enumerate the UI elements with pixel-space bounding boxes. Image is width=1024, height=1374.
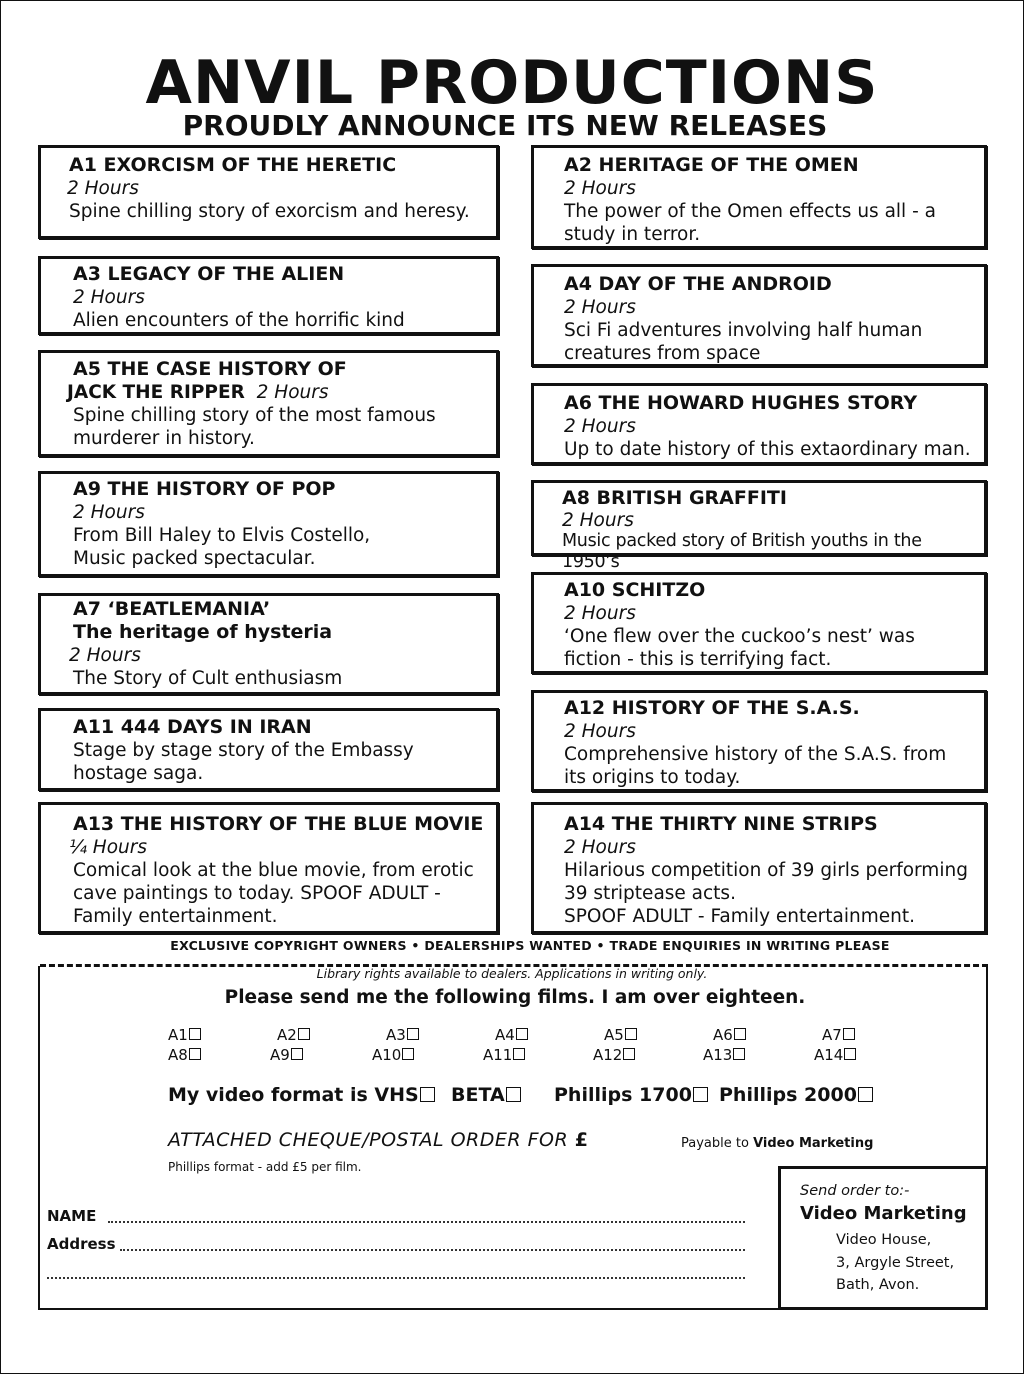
checkbox-label: A14 — [814, 1046, 844, 1064]
release-box-a6 — [531, 383, 987, 465]
payable-note — [681, 1136, 873, 1151]
release-title: A1 EXORCISM OF THE HERETIC — [69, 154, 397, 176]
checkbox-square[interactable] — [407, 1028, 419, 1040]
release-subtitle: The heritage of hysteria — [73, 621, 333, 643]
checkbox-label: A5 — [604, 1026, 624, 1044]
release-description: From Bill Haley to Elvis Costello, — [73, 525, 371, 546]
address-field-line-1[interactable] — [120, 1249, 745, 1251]
release-description: Comprehensive history of the S.A.S. from — [564, 744, 947, 765]
release-box-a11 — [38, 708, 499, 791]
cheque-label: ATTACHED CHEQUE/POSTAL ORDER FOR — [168, 1129, 569, 1151]
release-description: study in terror. — [564, 224, 701, 245]
send-label: Send order to:- — [800, 1183, 910, 1199]
checkbox-square[interactable] — [733, 1048, 745, 1060]
release-duration: 2 Hours — [256, 382, 329, 403]
address-line: Bath, Avon. — [836, 1277, 920, 1293]
release-description: SPOOF ADULT - Family entertainment. — [564, 906, 915, 927]
release-duration: 2 Hours — [562, 510, 634, 531]
format-phillips-2000[interactable] — [719, 1084, 873, 1106]
checkbox-a11[interactable] — [483, 1045, 525, 1065]
checkbox-label: A11 — [483, 1046, 513, 1064]
release-title: A2 HERITAGE OF THE OMEN — [564, 154, 859, 176]
checkbox-label: A13 — [703, 1046, 733, 1064]
checkbox-square[interactable] — [734, 1028, 746, 1040]
release-description: Up to date history of this extaordinary man. — [564, 439, 971, 460]
name-label: NAME — [47, 1207, 97, 1225]
checkbox-square[interactable] — [291, 1048, 303, 1060]
format-beta[interactable] — [451, 1084, 521, 1106]
release-duration: 2 Hours — [73, 502, 145, 523]
release-title: A9 THE HISTORY OF POP — [73, 478, 336, 500]
release-description: Music packed story of British youths in the 1950’s — [562, 531, 922, 572]
checkbox-square[interactable] — [513, 1048, 525, 1060]
release-title: A4 DAY OF THE ANDROID — [564, 273, 832, 295]
release-title: A8 BRITISH GRAFFITI — [562, 487, 787, 509]
currency-symbol: £ — [574, 1129, 589, 1151]
release-box-a8 — [531, 480, 987, 572]
release-duration: 2 Hours — [564, 721, 636, 742]
send-order-box — [778, 1166, 988, 1310]
release-duration: 2 Hours — [564, 416, 636, 437]
checkbox-a4[interactable] — [495, 1025, 528, 1045]
checkbox-a6[interactable] — [713, 1025, 746, 1045]
format-prompt: My video format is VHS — [168, 1084, 419, 1106]
release-description: fiction - this is terrifying fact. — [564, 649, 832, 670]
release-box-a2 — [531, 145, 987, 249]
trade-notice: EXCLUSIVE COPYRIGHT OWNERS • DEALERSHIPS WANTED • TRADE ENQUIRIES IN WRITING PLEASE — [170, 938, 890, 953]
release-box-a4 — [531, 264, 987, 367]
checkbox-a8[interactable] — [168, 1045, 201, 1065]
checkbox-square[interactable] — [843, 1028, 855, 1040]
release-duration: 2 Hours — [69, 645, 141, 666]
release-box-a5 — [38, 350, 499, 457]
release-description: Sci Fi adventures involving half human — [564, 320, 923, 341]
checkbox-label: A6 — [713, 1026, 733, 1044]
checkbox-label: A2 — [277, 1026, 297, 1044]
checkbox-a9[interactable] — [270, 1045, 303, 1065]
release-description: ‘One flew over the cuckoo’s nest’ was — [564, 626, 915, 647]
checkbox-square[interactable] — [693, 1087, 708, 1102]
checkbox-square[interactable] — [623, 1048, 635, 1060]
release-box-a14 — [531, 802, 987, 934]
checkbox-label: A9 — [270, 1046, 290, 1064]
release-duration: ¼ Hours — [69, 837, 148, 858]
address-line: 3, Argyle Street, — [836, 1254, 955, 1271]
checkbox-label: A7 — [822, 1026, 842, 1044]
release-box-a10 — [531, 572, 987, 674]
checkbox-square[interactable] — [189, 1028, 201, 1040]
checkbox-a1[interactable] — [168, 1025, 201, 1045]
checkbox-a2[interactable] — [277, 1025, 310, 1045]
page-title: ANVIL PRODUCTIONS — [145, 48, 879, 118]
release-description: murderer in history. — [73, 428, 255, 449]
format-label: BETA — [451, 1084, 505, 1106]
release-duration: 2 Hours — [564, 178, 636, 199]
release-description: Hilarious competition of 39 girls performing — [564, 860, 968, 881]
checkbox-label: A3 — [386, 1026, 406, 1044]
format-label: Phillips 2000 — [719, 1084, 857, 1106]
release-title-continued: JACK THE RIPPER — [67, 382, 245, 403]
send-company: Video Marketing — [800, 1203, 967, 1224]
checkbox-square[interactable] — [189, 1048, 201, 1060]
format-label: Phillips 1700 — [554, 1084, 692, 1106]
release-title: A3 LEGACY OF THE ALIEN — [73, 263, 345, 285]
address-label: Address — [47, 1235, 116, 1253]
release-box-a3 — [38, 256, 499, 335]
release-description: 39 striptease acts. — [564, 883, 736, 904]
checkbox-a3[interactable] — [386, 1025, 419, 1045]
checkbox-square[interactable] — [844, 1048, 856, 1060]
address-line: Video House, — [836, 1232, 932, 1248]
release-title: A5 THE CASE HISTORY OF — [73, 358, 347, 380]
release-description: The Story of Cult enthusiasm — [73, 668, 343, 689]
phillips-note: Phillips format - add £5 per film. — [168, 1160, 362, 1174]
payable-to: Video Marketing — [753, 1136, 874, 1151]
send-address — [836, 1229, 954, 1297]
order-heading: Please send me the following films. I am over eighteen. — [224, 987, 806, 1008]
release-duration: 2 Hours — [67, 178, 139, 199]
checkbox-a5[interactable] — [604, 1025, 637, 1045]
release-description: hostage saga. — [73, 763, 204, 784]
checkbox-a12[interactable] — [593, 1045, 635, 1065]
release-description: its origins to today. — [564, 767, 741, 788]
release-description: Alien encounters of the horrific kind — [73, 310, 405, 331]
release-description: creatures from space — [564, 343, 761, 364]
release-title: A14 THE THIRTY NINE STRIPS — [564, 813, 878, 835]
address-field-line-2[interactable] — [47, 1277, 745, 1279]
release-box-a12 — [531, 690, 987, 792]
release-duration: 2 Hours — [564, 297, 636, 318]
checkbox-square[interactable] — [506, 1087, 521, 1102]
library-note: Library rights available to dealers. Applications in writing only. — [316, 966, 708, 981]
checkbox-square[interactable] — [516, 1028, 528, 1040]
release-description: Music packed spectacular. — [73, 548, 316, 569]
checkbox-square[interactable] — [298, 1028, 310, 1040]
release-description: Comical look at the blue movie, from erotic — [73, 860, 474, 881]
release-duration: 2 Hours — [564, 837, 636, 858]
release-title: A12 HISTORY OF THE S.A.S. — [564, 697, 860, 719]
release-title-line — [67, 381, 484, 404]
checkbox-label: A10 — [372, 1046, 402, 1064]
checkbox-square[interactable] — [858, 1087, 873, 1102]
release-description: cave paintings to today. SPOOF ADULT - — [73, 883, 441, 904]
checkbox-a14[interactable] — [814, 1045, 856, 1065]
checkbox-label: A4 — [495, 1026, 515, 1044]
cheque-line — [168, 1129, 589, 1151]
release-description: Family entertainment. — [73, 906, 278, 927]
release-description: Stage by stage story of the Embassy — [73, 740, 414, 761]
checkbox-label: A1 — [168, 1026, 188, 1044]
release-description: Spine chilling story of the most famous — [73, 405, 436, 426]
release-duration: 2 Hours — [73, 287, 145, 308]
checkbox-label: A8 — [168, 1046, 188, 1064]
release-title: A6 THE HOWARD HUGHES STORY — [564, 392, 918, 414]
checkbox-square[interactable] — [625, 1028, 637, 1040]
checkbox-square[interactable] — [402, 1048, 414, 1060]
checkbox-a13[interactable] — [703, 1045, 745, 1065]
release-title: A10 SCHITZO — [564, 579, 706, 601]
release-title: A11 444 DAYS IN IRAN — [73, 716, 312, 738]
name-field[interactable] — [108, 1221, 745, 1223]
page-subtitle: PROUDLY ANNOUNCE ITS NEW RELEASES — [182, 109, 828, 142]
format-vhs[interactable] — [168, 1084, 435, 1106]
checkbox-label: A12 — [593, 1046, 623, 1064]
release-box-a7 — [38, 593, 499, 695]
format-phillips-1700[interactable] — [554, 1084, 708, 1106]
checkbox-square[interactable] — [420, 1087, 435, 1102]
release-title: A13 THE HISTORY OF THE BLUE MOVIE — [73, 813, 484, 835]
release-box-a13 — [38, 802, 499, 934]
release-title: A7 ‘BEATLEMANIA’ — [73, 598, 271, 620]
release-duration: 2 Hours — [564, 603, 636, 624]
release-box-a1 — [38, 145, 499, 239]
payable-label: Payable to — [681, 1136, 749, 1151]
release-box-a9 — [38, 471, 499, 577]
checkbox-a7[interactable] — [822, 1025, 855, 1045]
release-description: The power of the Omen effects us all - a — [564, 201, 936, 222]
checkbox-a10[interactable] — [372, 1045, 414, 1065]
release-description: Spine chilling story of exorcism and heresy. — [69, 201, 470, 222]
